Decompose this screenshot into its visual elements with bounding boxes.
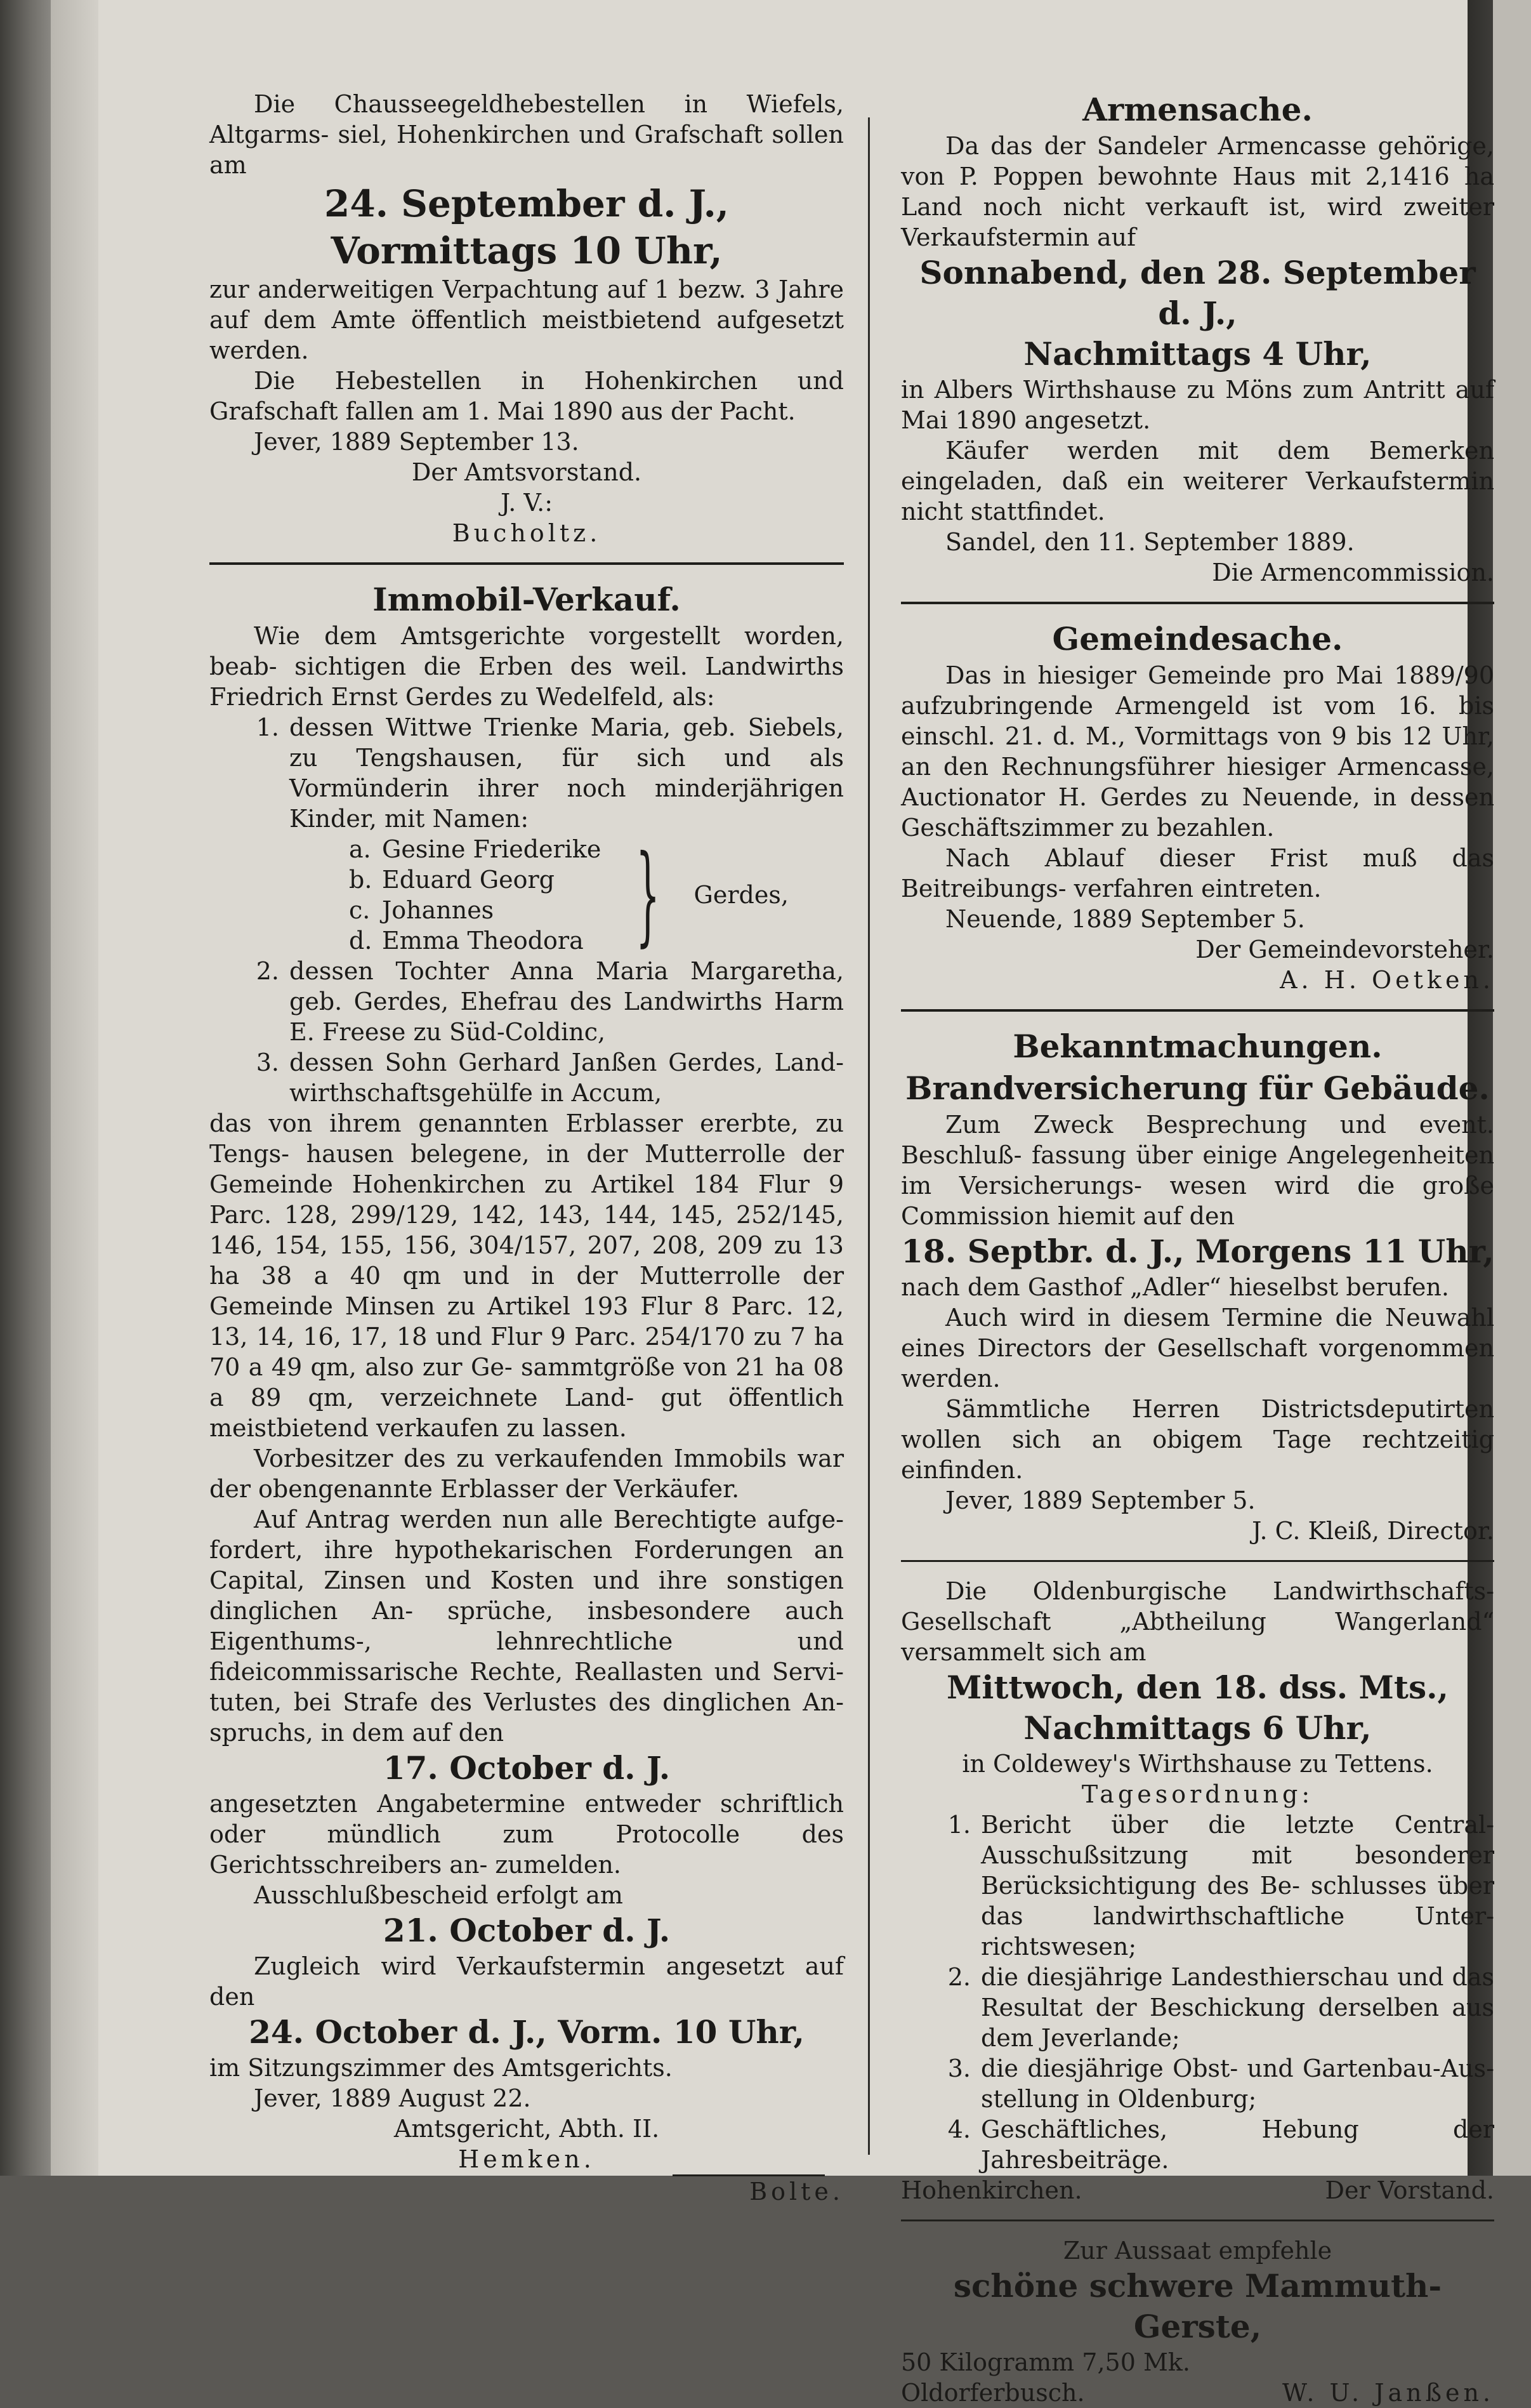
immobil-zugleich: Zugleich wird Verkaufstermin angesetzt auf den — [209, 1952, 844, 2011]
agenda-number: 4. — [947, 2115, 971, 2143]
bekannt-title: Bekanntmachungen. — [1013, 1028, 1383, 1065]
bekannt-date: 18. Septbr. d. J., Morgens 11 Uhr, — [901, 1233, 1494, 1270]
page-edge — [51, 0, 98, 2176]
agenda-number: 3. — [947, 2054, 971, 2082]
child-row — [349, 834, 601, 864]
chaussee-date: 24. September d. J., — [324, 182, 729, 225]
immobil-title: Immobil-Verkauf. — [372, 581, 681, 618]
column-divider — [868, 117, 870, 2155]
immobil-antrag: Auf Antrag werden nun alle Berechtigte aufge- fordert, ihre hypothekarischen Forderungen an Capital, Zinsen und Kosten und ihre sonstigen dinglichen An- sprüche, insbesondere auch Eigenthums-, lehnrechtliche und fideicommissarische Rechte, Reallasten und Servi- tuten, bei Strafe des Verlustes des dinglichen An- spruchs, in dem auf den — [209, 1505, 844, 1747]
children-names — [349, 834, 601, 956]
heir-item-1-number: 1. — [256, 713, 279, 741]
section-rule — [901, 2219, 1494, 2221]
gerste-intro: Zur Aussaat empfehle — [1063, 2237, 1332, 2265]
heir-item-3-text: dessen Sohn Gerhard Janßen Gerdes, Land- wirthschaftsgehülfe in Accum, — [289, 1049, 844, 1107]
child-name: Emma Theodora — [382, 927, 584, 955]
bekanntmachungen-notice — [901, 1026, 1494, 1546]
chaussee-intro: Die Chausseegeldhebestellen in Wiefels, Altgarms- siel, Hohenkirchen und Grafschaft sollen am — [209, 90, 844, 179]
agenda-number: 2. — [947, 1963, 971, 1991]
agenda-title: Tagesordnung: — [1081, 1780, 1314, 1808]
chaussee-time: Vormittags 10 Uhr, — [331, 229, 723, 272]
children-surname: Gerdes, — [693, 881, 789, 909]
immobil-vorbesitzer: Vorbesitzer des zu verkaufenden Immobils war der obengenannte Erblasser der Verkäufer. — [209, 1445, 844, 1503]
armen-note: Käufer werden mit dem Bemerken eingeladen, daß ein weiterer Verkaufstermin nicht stattfindet. — [901, 437, 1494, 526]
agenda-text: die diesjährige Landesthierschau und das Resultat der Beschickung derselben aus dem Jeverlande; — [981, 1963, 1494, 2052]
chaussee-signature-office: Der Amtsvorstand. — [411, 458, 642, 486]
agenda-item — [901, 2053, 1494, 2114]
section-rule — [901, 1560, 1494, 1562]
immobil-intro: Wie dem Amtsgerichte vorgestellt worden, beab- sichtigen die Erben des weil. Landwirths Friedrich Ernst Gerdes zu Wedelfeld, als: — [209, 622, 844, 711]
left-column — [209, 89, 844, 2207]
oldenburg-signature-row — [901, 2175, 1494, 2206]
armen-intro: Da das der Sandeler Armencasse gehörige, von P. Poppen bewohnte Haus mit 2,1416 ha Land noch nicht verkauft ist, wird zweiter Verkaufstermin auf — [901, 132, 1494, 251]
heir-item-3-number: 3. — [256, 1049, 279, 1076]
immobil-date-3: 24. October d. J., Vorm. 10 Uhr, — [249, 2013, 805, 2051]
gerste-headline: schöne schwere Mammuth-Gerste, — [953, 2267, 1442, 2345]
child-letter: b. — [349, 866, 372, 894]
gemeinde-title: Gemeindesache. — [1052, 620, 1343, 658]
chaussee-body: zur anderweitigen Verpachtung auf 1 bezw. 3 Jahre auf dem Amte öffentlich meistbietend aufgesetzt werden. — [209, 275, 844, 364]
heir-item-2-text: dessen Tochter Anna Maria Margaretha, geb. Gerdes, Ehefrau des Landwirths Harm E. Freese zu Süd-Coldinc, — [289, 957, 844, 1046]
bekannt-subtitle: Brandversicherung für Gebäude. — [905, 1069, 1490, 1107]
heir-item-1-text: dessen Wittwe Trienke Maria, geb. Siebels, zu Tengshausen, für sich und als Vormünderin ihrer noch minderjährigen Kinder, mit Namen: — [289, 713, 844, 833]
immobil-date-2: 21. October d. J. — [383, 1912, 671, 1949]
child-letter: d. — [349, 927, 372, 955]
immobil-date-1: 17. October d. J. — [383, 1749, 671, 1787]
gerste-ad — [901, 2235, 1494, 2408]
armen-signature: Die Armencommission. — [1212, 559, 1494, 586]
immobil-ausschluss: Ausschlußbescheid erfolgt am — [254, 1881, 623, 1909]
brace-glyph: } — [636, 832, 660, 958]
gemeinde-note: Nach Ablauf dieser Frist muß das Beitreibungs- verfahren eintreten. — [901, 844, 1494, 903]
heir-item-3 — [209, 1047, 844, 1108]
chaussee-place-date: Jever, 1889 September 13. — [254, 428, 579, 456]
section-rule — [209, 562, 844, 565]
oldenburg-time: Nachmittags 6 Uhr, — [1023, 1709, 1372, 1747]
heir-item-2-number: 2. — [256, 957, 279, 985]
child-letter: c. — [349, 896, 371, 924]
bekannt-body-4: Sämmtliche Herren Districtsdeputirten wollen sich an obigem Tage rechtzeitig einfinden. — [901, 1395, 1494, 1484]
agenda-number: 1. — [947, 1811, 971, 1839]
armen-notice — [901, 89, 1494, 588]
gerste-signature-row — [901, 2378, 1494, 2408]
oldenburg-signature: Der Vorstand. — [1325, 2176, 1494, 2204]
gemeinde-notice — [901, 618, 1494, 995]
agenda-text: die diesjährige Obst- und Gartenbau-Aus- stellung in Oldenburg; — [981, 2054, 1494, 2113]
next-page-edge — [1493, 0, 1531, 2176]
armen-body: in Albers Wirthshause zu Möns zum Antritt auf Mai 1890 angesetzt. — [901, 376, 1494, 434]
oldenburg-notice — [901, 1576, 1494, 2206]
binding-gutter — [0, 0, 51, 2176]
heir-item-2 — [209, 956, 844, 1047]
armen-date: Sonnabend, den 28. September d. J., — [919, 254, 1476, 332]
heir-item-1 — [209, 712, 844, 834]
chaussee-note: Die Hebestellen in Hohenkirchen und Grafschaft fallen am 1. Mai 1890 aus der Pacht. — [209, 367, 844, 425]
agenda-item — [901, 1962, 1494, 2053]
bekannt-place-date: Jever, 1889 September 5. — [945, 1486, 1256, 1514]
child-row — [349, 925, 601, 956]
immobil-clerk: Bolte. — [749, 2178, 844, 2206]
oldenburg-place-signature: Hohenkirchen. — [901, 2176, 1082, 2204]
section-rule — [901, 602, 1494, 604]
bekannt-signature: J. C. Kleiß, Director. — [1252, 1517, 1494, 1545]
oldenburg-date: Mittwoch, den 18. dss. Mts., — [947, 1669, 1449, 1706]
armen-time: Nachmittags 4 Uhr, — [1023, 335, 1372, 373]
chaussee-signature-name: Bucholtz. — [452, 519, 601, 547]
section-rule — [901, 1009, 1494, 1012]
bekannt-body-3: Auch wird in diesem Termine die Neuwahl eines Directors der Gesellschaft vorgenommen werden. — [901, 1304, 1494, 1393]
immobil-termin: angesetzten Angabetermine entweder schriftlich oder mündlich zum Protocolle des Gerichtsschreibers an- zumelden. — [209, 1790, 844, 1879]
gerste-signature: W. U. Janßen. — [1282, 2379, 1494, 2407]
gerste-place: Oldorferbusch. — [901, 2379, 1085, 2407]
immobil-place-date: Jever, 1889 August 22. — [254, 2084, 531, 2112]
immobil-room: im Sitzungszimmer des Amtsgerichts. — [209, 2054, 673, 2082]
armen-title: Armensache. — [1082, 91, 1313, 128]
chaussee-signature-deputy: J. V.: — [500, 489, 553, 517]
bekannt-body-2: nach dem Gasthof „Adler“ hieselbst berufen. — [901, 1273, 1449, 1301]
child-row — [349, 895, 601, 925]
gemeinde-body: Das in hiesiger Gemeinde pro Mai 1889/90 aufzubringende Armengeld ist vom 16. bis einschl. 21. d. M., Vormittags von 9 bis 12 Uhr, an den Rechnungsführer hiesiger Armencasse, Auctionator H. Gerdes zu Neuende, in dessen Geschäftszimmer zu bezahlen. — [901, 661, 1494, 842]
immobil-court: Amtsgericht, Abth. II. — [393, 2115, 660, 2143]
agenda-item — [901, 2114, 1494, 2175]
agenda-text: Bericht über die letzte Central-Ausschußsitzung mit besonderer Berücksichtigung des Be- schlusses über das landwirthschaftliche Unter- richtswesen; — [981, 1811, 1494, 1961]
child-letter: a. — [349, 835, 371, 863]
armen-place-date: Sandel, den 11. September 1889. — [945, 528, 1355, 556]
gemeinde-signature-title: Der Gemeindevorsteher. — [1195, 936, 1494, 963]
child-name: Eduard Georg — [382, 866, 555, 894]
child-name: Johannes — [382, 896, 494, 924]
agenda-item — [901, 1809, 1494, 1962]
oldenburg-intro: Die Oldenburgische Landwirthschafts-Gesellschaft „Abtheilung Wangerland“ versammelt sich am — [901, 1577, 1494, 1666]
immobil-notice — [209, 579, 844, 2207]
gemeinde-signature-name: A. H. Oetken. — [1280, 966, 1494, 994]
gemeinde-place-date: Neuende, 1889 September 5. — [945, 905, 1305, 933]
chaussee-notice — [209, 89, 844, 548]
children-list — [349, 834, 844, 956]
oldenburg-place: in Coldewey's Wirthshause zu Tettens. — [962, 1750, 1433, 1778]
gerste-price: 50 Kilogramm 7,50 Mk. — [901, 2348, 1190, 2376]
child-name: Gesine Friederike — [382, 835, 601, 863]
immobil-judge: Hemken. — [458, 2145, 595, 2173]
bekannt-body-1: Zum Zweck Besprechung und event. Beschluß- fassung über einige Angelegenheiten im Versicherungs- wesen wird die große Commission hiemit auf den — [901, 1111, 1494, 1230]
child-row — [349, 864, 601, 895]
right-column — [901, 89, 1494, 2408]
immobil-body: das von ihrem genannten Erblasser ererbte, zu Tengs- hausen belegene, in der Mutterrolle der Gemeinde Hohenkirchen zu Artikel 184 Flur 9 Parc. 128, 299/129, 142, 143, 144, 145, 252/145, 146, 154, 155, 156, 304/157, 207, 208, 209 zu 13 ha 38 a 40 qm und in der Mutterrolle der Gemeinde Minsen zu Artikel 193 Flur 8 Parc. 12, 13, 14, 16, 17, 18 und Flur 9 Parc. 254/170 zu 7 ha 70 a 49 qm, also zur Ge- sammtgröße von 21 ha 08 a 89 qm, verzeichnete Land- gut öffentlich meistbietend verkaufen zu lassen. — [209, 1109, 844, 1442]
agenda-text: Geschäftliches, Hebung der Jahresbeiträge. — [981, 2115, 1494, 2174]
